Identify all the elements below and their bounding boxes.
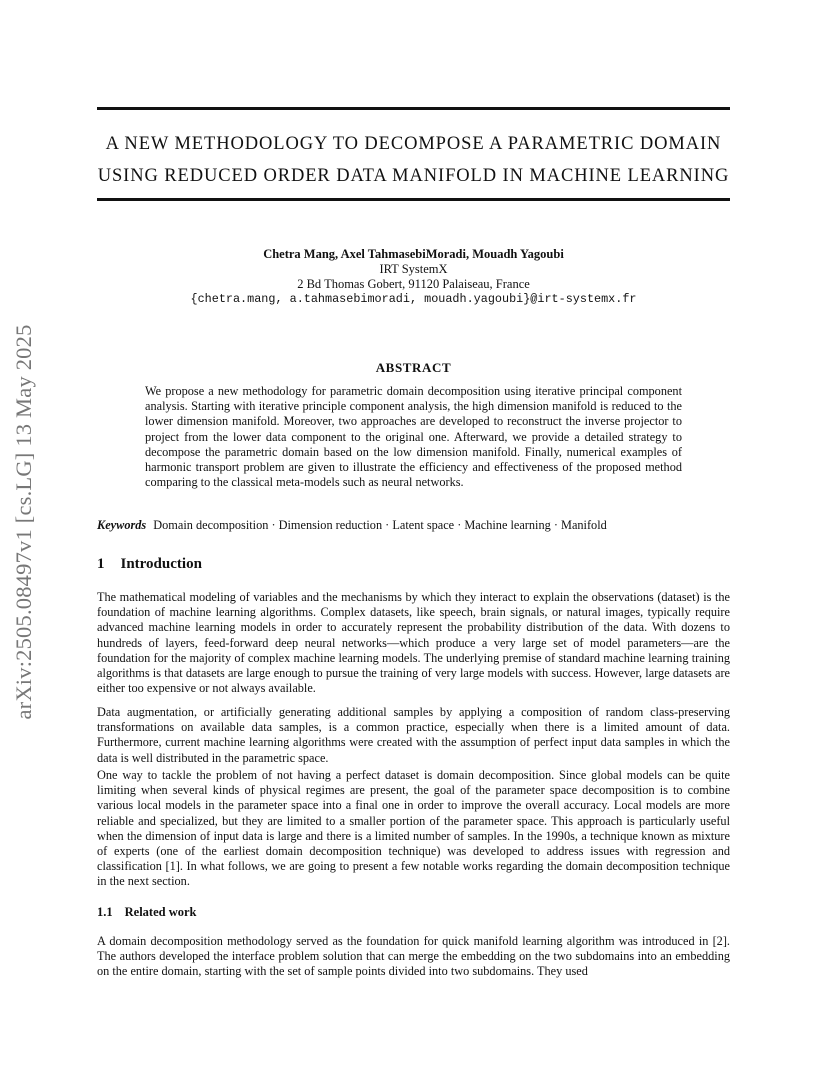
subsection-number: 1.1 bbox=[97, 905, 113, 919]
keywords-line bbox=[97, 518, 730, 533]
subsection-heading-related-work bbox=[97, 905, 197, 920]
arxiv-id-text: arXiv:2505.08497v1 [cs.LG] 13 May 2025 bbox=[11, 324, 36, 720]
intro-paragraph-2 bbox=[97, 705, 730, 766]
author-names: Chetra Mang, Axel TahmasebiMoradi, Mouadh Yagoubi bbox=[263, 247, 564, 261]
paragraph-text: Data augmentation, or artificially generating additional samples by applying a composition of random class-preserving transformations on available data samples, is a common practice, especially when there is a limited amount of data. Furthermore, current machine learning algorithms were created with the assumption of perfect input data samples in which the data is well distributed in the parametric space. bbox=[97, 705, 730, 765]
abstract-text: We propose a new methodology for parametric domain decomposition using iterative principal component analysis. Starting with iterative principle component analysis, the high dimension manifold is reduced to the lower dimension manifold. Moreover, two approaches are developed to reconstruct the inverse projector to project from the lower data component to the original one. Afterward, we provide a detailed strategy to decompose the parametric domain based on the low dimension manifold. Finally, numerical examples of harmonic transport problem are given to illustrate the efficiency and effectiveness of the proposed method comparing to the classical meta-models such as neural networks. bbox=[145, 384, 682, 490]
paragraph-text: One way to tackle the problem of not having a perfect dataset is domain decomposition. Since global models can be quite limiting when several kinds of physical regimes are present, the goal of the parameter space decomposition is to combine various local models in the parameter space into a final one in order to improve the overall accuracy. Local models are more reliable and specialized, but they are limited to a smaller portion of the parameter space. This approach is particularly useful when the dimension of input data is large and there is a limited number of samples. In the 1990s, a technique known as mixture of experts (one of the earliest domain decomposition technique) was developed to address issues with regression and classification [1]. In what follows, we are going to present a few notable works regarding the domain decomposition technique in the next section. bbox=[97, 768, 730, 889]
keywords-label: Keywords bbox=[97, 518, 147, 532]
abstract-heading: ABSTRACT bbox=[375, 360, 452, 375]
paragraph-text: A domain decomposition methodology served as the foundation for quick manifold learning algorithm was introduced in [2]. The authors developed the interface problem solution that can merge the embedding on the two subdomains into an embedding on the entire domain, starting with the set of sample points divided into two subdomains. They used bbox=[97, 934, 730, 979]
section-number: 1 bbox=[97, 556, 105, 572]
paragraph-text: The mathematical modeling of variables and the mechanisms by which they interact to explain the observations (dataset) is the foundation of machine learning algorithms. Complex datasets, like speech, brain signals, or natural images, typically require advanced machine learning models in order to accurately represent the probability distribution of the data. With dozens to hundreds of layers, feed-forward deep neural networks—which produce a very large set of model parameters—are the foundation for the majority of complex machine learning models. The underlying premise of standard machine learning training algorithms is that datasets are large enough to pursue the training of very large models with success. However, large datasets are either too expensive or not always available. bbox=[97, 590, 730, 696]
title-rule-top bbox=[97, 107, 730, 110]
author-affiliation: IRT SystemX bbox=[379, 262, 448, 276]
author-block bbox=[97, 247, 730, 307]
keywords-text: Domain decomposition · Dimension reduction · Latent space · Machine learning · Manifold bbox=[153, 518, 607, 532]
subsection-title: Related work bbox=[124, 905, 197, 919]
intro-paragraph-3 bbox=[97, 768, 730, 890]
title-line-1: A NEW METHODOLOGY TO DECOMPOSE A PARAMETRIC DOMAIN bbox=[105, 134, 722, 154]
arxiv-identifier bbox=[4, 285, 44, 760]
related-work-paragraph bbox=[97, 934, 730, 980]
section-heading-introduction bbox=[97, 556, 202, 573]
title-rule-bottom bbox=[97, 198, 730, 201]
intro-paragraph-1 bbox=[97, 590, 730, 696]
paper-title bbox=[97, 128, 730, 192]
author-email[interactable]: {chetra.mang, a.tahmasebimoradi, mouadh.yagoubi}@irt-systemx.fr bbox=[190, 292, 637, 306]
title-line-2: USING REDUCED ORDER DATA MANIFOLD IN MACHINE LEARNING bbox=[97, 166, 730, 186]
author-address: 2 Bd Thomas Gobert, 91120 Palaiseau, France bbox=[297, 277, 530, 291]
section-title: Introduction bbox=[120, 556, 202, 572]
